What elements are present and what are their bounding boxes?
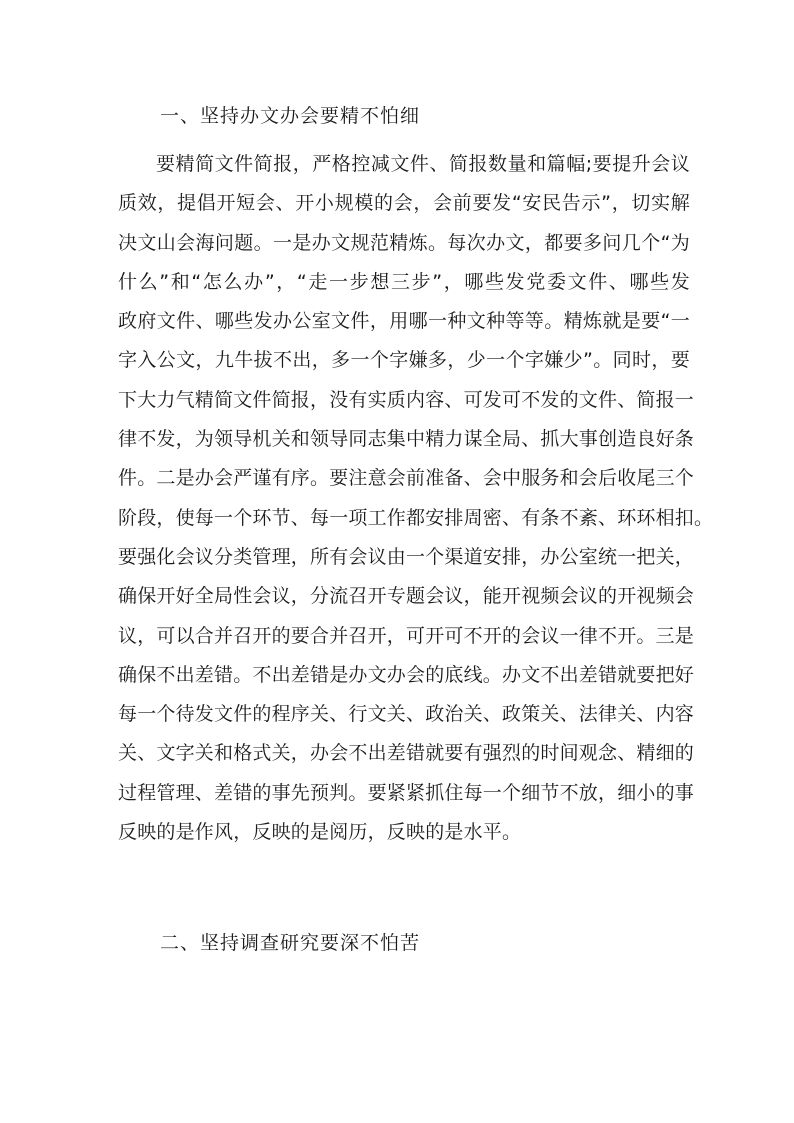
paragraph-line: 每一个待发文件的程序关、行文关、政治关、政策关、法律关、内容 bbox=[118, 703, 695, 726]
paragraph-line: 确保不出差错。不出差错是办文办会的底线。办文不出差错就要把好 bbox=[118, 663, 695, 686]
paragraph-line: 确保开好全局性会议，分流召开专题会议，能开视频会议的开视频会 bbox=[118, 585, 695, 608]
paragraph-line: 字入公文，九牛拔不出，多一个字嫌多，少一个字嫌少”。同时，要 bbox=[118, 349, 690, 372]
section-1-heading: 一、坚持办文办会要精不怕细 bbox=[160, 105, 421, 127]
section-2-heading: 二、坚持调查研究要深不怕苦 bbox=[160, 932, 421, 954]
paragraph-line: 过程管理、差错的事先预判。要紧紧抓住每一个细节不放，细小的事 bbox=[118, 781, 695, 804]
paragraph-line: 政府文件、哪些发办公室文件，用哪一种文种等等。精炼就是要“一 bbox=[118, 310, 690, 333]
paragraph-line: 质效，提倡开短会、开小规模的会，会前要发“安民告示”，切实解 bbox=[118, 192, 690, 215]
paragraph-line: 要精简文件简报，严格控减文件、简报数量和篇幅;要提升会议 bbox=[156, 153, 690, 175]
paragraph-line: 阶段，使每一个环节、每一项工作都安排周密、有条不紊、环环相扣。 bbox=[118, 506, 714, 529]
paragraph-line: 决文山会海问题。一是办文规范精炼。每次办文，都要多问几个“为 bbox=[118, 231, 690, 254]
paragraph-line: 什么”和“怎么办”，“走一步想三步”，哪些发党委文件、哪些发 bbox=[118, 270, 690, 293]
paragraph-line: 关、文字关和格式关，办会不出差错就要有强烈的时间观念、精细的 bbox=[118, 742, 695, 765]
paragraph-line: 件。二是办会严谨有序。要注意会前准备、会中服务和会后收尾三个 bbox=[118, 467, 695, 490]
paragraph-line: 律不发，为领导机关和领导同志集中精力谋全局、抓大事创造良好条 bbox=[118, 428, 695, 451]
paragraph-line: 要强化会议分类管理，所有会议由一个渠道安排，办公室统一把关， bbox=[118, 545, 695, 568]
section-1-paragraph bbox=[118, 145, 714, 852]
paragraph-line: 下大力气精简文件简报，没有实质内容、可发可不发的文件、简报一 bbox=[118, 388, 695, 411]
paragraph-line: 反映的是作风，反映的是阅历，反映的是水平。 bbox=[118, 821, 522, 844]
paragraph-line: 议，可以合并召开的要合并召开，可开可不开的会议一律不开。三是 bbox=[118, 624, 695, 647]
